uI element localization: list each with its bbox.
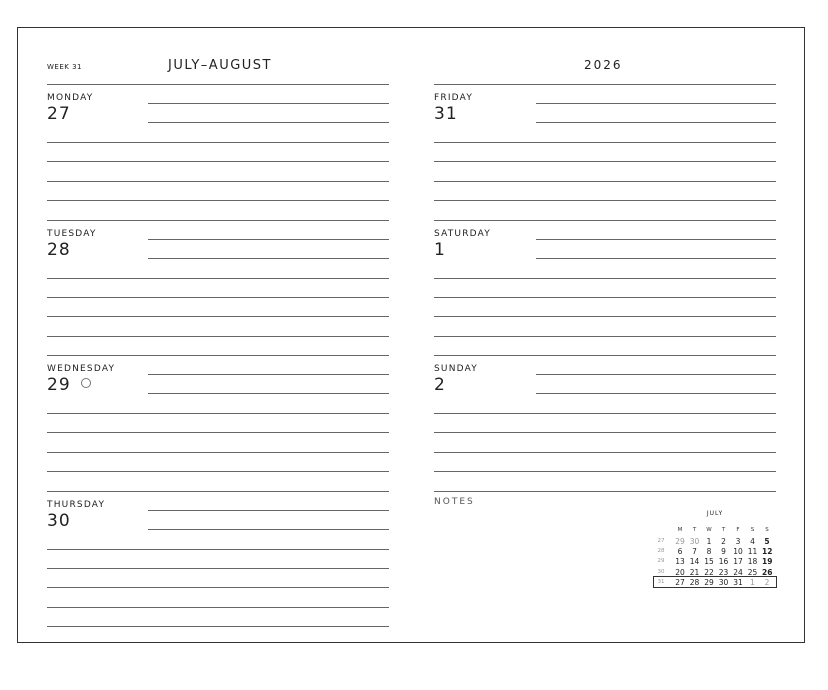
write-line — [148, 122, 389, 123]
write-line — [434, 355, 776, 356]
day-name-monday: MONDAY — [47, 93, 94, 103]
mini-calendar-day: 3 — [735, 537, 741, 546]
write-line — [536, 393, 776, 394]
mini-calendar-week-number: 28 — [657, 548, 665, 555]
year-title: 2026 — [584, 58, 623, 72]
day-number-monday: 27 — [47, 104, 71, 124]
mini-calendar-day: 30 — [718, 577, 729, 587]
mini-calendar-day: 28 — [689, 577, 700, 587]
mini-calendar-day: 19 — [762, 557, 773, 567]
write-line — [47, 452, 389, 453]
mini-calendar-day: 2 — [721, 537, 726, 546]
write-line — [434, 316, 776, 317]
write-line — [47, 432, 389, 433]
day-number-tuesday: 28 — [47, 239, 71, 260]
mini-calendar-day: 8 — [706, 547, 712, 557]
mini-calendar-weekday: S — [765, 527, 769, 533]
mini-calendar-weekday: W — [706, 527, 712, 533]
mini-calendar-day: 27 — [675, 577, 685, 587]
mini-calendar-day: 9 — [721, 547, 726, 557]
write-line — [47, 471, 389, 472]
day-number-saturday: 1 — [434, 239, 446, 260]
write-line — [148, 239, 389, 240]
mini-calendar-weekday: T — [692, 527, 697, 533]
mini-calendar-day: 14 — [689, 557, 700, 567]
write-line — [148, 374, 389, 375]
mini-calendar-weekday: S — [750, 527, 755, 533]
write-line — [434, 336, 776, 337]
mini-calendar-day: 29 — [675, 537, 685, 546]
mini-calendar-day: 22 — [704, 567, 714, 577]
mini-calendar-day: 1 — [750, 577, 755, 587]
mini-calendar-day: 13 — [675, 557, 685, 567]
mini-calendar-day: 20 — [675, 567, 685, 577]
mini-calendar-week-number: 27 — [657, 538, 665, 544]
mini-calendar-weekday: T — [721, 527, 726, 533]
write-line — [47, 220, 389, 221]
day-name-wednesday: WEDNESDAY — [47, 364, 116, 374]
mini-calendar-day: 2 — [764, 577, 770, 587]
write-line — [434, 413, 776, 414]
write-line — [47, 278, 389, 279]
mini-calendar-day: 11 — [747, 547, 758, 557]
mini-calendar-day: 4 — [750, 537, 755, 546]
day-name-tuesday: TUESDAY — [47, 228, 97, 239]
write-line — [148, 529, 389, 530]
write-line — [47, 181, 389, 182]
day-name-sunday: SUNDAY — [434, 364, 478, 374]
day-number-wednesday: 29 — [47, 375, 91, 395]
mini-calendar-day: 1 — [706, 537, 712, 546]
write-line — [148, 510, 389, 511]
day-number-sunday: 2 — [434, 375, 446, 395]
mini-calendar-day: 6 — [677, 547, 683, 557]
mini-calendar-day: 5 — [764, 537, 770, 546]
mini-calendar-day: 18 — [747, 557, 758, 567]
day-number-thursday: 30 — [47, 510, 71, 531]
write-line — [536, 374, 776, 375]
mini-calendar-weekday: F — [736, 527, 740, 533]
write-line — [47, 336, 389, 337]
mini-calendar-day: 21 — [689, 567, 700, 577]
mini-calendar-week-number: 30 — [657, 568, 665, 575]
write-line — [434, 161, 776, 162]
write-line — [536, 258, 776, 259]
write-line — [536, 239, 776, 240]
write-line — [434, 142, 776, 143]
mini-calendar-day: 12 — [762, 547, 773, 557]
write-line — [47, 161, 389, 162]
mini-calendar-week-number: 29 — [657, 558, 665, 565]
full-moon-icon — [81, 378, 91, 388]
write-line — [536, 103, 776, 104]
write-line — [47, 587, 389, 588]
mini-calendar-day: 10 — [733, 547, 743, 557]
mini-calendar-day: 31 — [733, 577, 743, 587]
week-number: WEEK 31 — [47, 63, 82, 71]
write-line — [47, 355, 389, 356]
header-rule-left — [47, 84, 389, 85]
write-line — [47, 549, 389, 550]
write-line — [47, 491, 389, 492]
write-line — [148, 393, 389, 394]
write-line — [434, 491, 776, 492]
day-name-saturday: SATURDAY — [434, 228, 492, 239]
write-line — [434, 432, 776, 433]
write-line — [47, 568, 389, 569]
mini-calendar-day: 24 — [733, 567, 743, 577]
write-line — [148, 258, 389, 259]
mini-calendar-day: 7 — [692, 547, 697, 557]
current-week-highlight — [653, 576, 777, 588]
write-line — [47, 200, 389, 201]
mini-calendar-day: 30 — [689, 537, 700, 546]
mini-calendar-week-number: 31 — [657, 578, 665, 585]
write-line — [47, 413, 389, 414]
mini-calendar-day: 16 — [718, 557, 729, 567]
write-line — [434, 452, 776, 453]
day-number-friday: 31 — [434, 104, 458, 124]
write-line — [434, 200, 776, 201]
write-line — [47, 142, 389, 143]
mini-calendar-month: JULY — [706, 510, 724, 517]
write-line — [434, 297, 776, 298]
write-line — [536, 122, 776, 123]
notes-label: NOTES — [434, 497, 475, 507]
write-line — [434, 278, 776, 279]
mini-calendar-day: 15 — [704, 557, 714, 567]
write-line — [148, 103, 389, 104]
write-line — [434, 181, 776, 182]
write-line — [434, 220, 776, 221]
mini-calendar-day: 17 — [733, 557, 743, 567]
write-line — [434, 471, 776, 472]
mini-calendar-weekday: M — [677, 527, 683, 533]
month-range-title: JULY–AUGUST — [168, 58, 272, 73]
mini-calendar-day: 23 — [718, 567, 729, 577]
mini-calendar-day: 26 — [762, 567, 773, 577]
day-name-thursday: THURSDAY — [47, 499, 106, 510]
write-line — [47, 626, 389, 627]
write-line — [47, 607, 389, 608]
write-line — [47, 297, 389, 298]
mini-calendar-day: 29 — [704, 577, 714, 587]
write-line — [47, 316, 389, 317]
header-rule-right — [434, 84, 776, 85]
day-name-friday: FRIDAY — [434, 93, 474, 103]
mini-calendar-day: 25 — [747, 567, 758, 577]
